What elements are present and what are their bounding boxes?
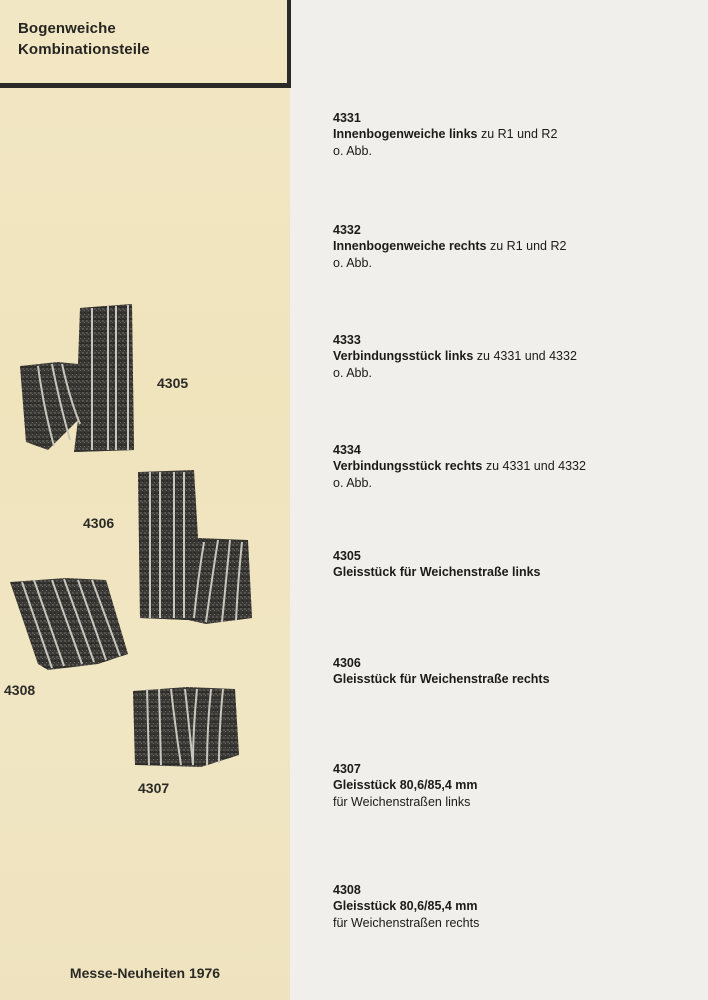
list-item (333, 761, 693, 811)
figure-label-4308: 4308 (4, 682, 36, 698)
entry-note: o. Abb. (333, 256, 372, 270)
figure-label-4306: 4306 (83, 515, 115, 531)
track-piece-4308-image (8, 576, 130, 671)
entry-number: 4332 (333, 223, 361, 237)
entry-note: o. Abb. (333, 366, 372, 380)
entry-number: 4306 (333, 656, 361, 670)
entry-description (333, 126, 693, 143)
entry-description (333, 564, 693, 581)
entry-description (333, 238, 693, 255)
page-title: Bogenweiche Kombinationsteile (18, 20, 150, 58)
entry-title: Gleisstück für Weichenstraße links (333, 565, 541, 579)
entry-description (333, 898, 693, 915)
entry-description (333, 671, 693, 688)
header-divider-vertical (287, 0, 291, 88)
entry-note: o. Abb. (333, 476, 372, 490)
entry-title: Gleisstück 80,6/85,4 mm (333, 899, 478, 913)
entry-number: 4334 (333, 443, 361, 457)
entry-number: 4307 (333, 762, 361, 776)
figure-label-4305: 4305 (157, 375, 189, 391)
entry-title: Gleisstück für Weichenstraße rechts (333, 672, 550, 686)
entry-title: Verbindungsstück rechts (333, 459, 483, 473)
entry-number: 4305 (333, 549, 361, 563)
entry-detail: zu R1 und R2 (486, 239, 567, 253)
track-piece-4306-image (136, 468, 256, 626)
entry-note: für Weichenstraßen rechts (333, 916, 480, 930)
entry-detail: zu 4331 und 4332 (473, 349, 577, 363)
header-box (18, 18, 278, 60)
figure-label-4307: 4307 (138, 780, 170, 796)
entry-detail: zu R1 und R2 (477, 127, 558, 141)
entry-number: 4331 (333, 111, 361, 125)
track-piece-4307-image (131, 685, 241, 770)
entry-detail: zu 4331 und 4332 (482, 459, 586, 473)
entry-title: Innenbogenweiche links (333, 127, 478, 141)
footer-label: Messe-Neuheiten 1976 (69, 965, 221, 981)
entry-description (333, 777, 693, 794)
list-item (333, 442, 693, 492)
entry-note: für Weichenstraßen links (333, 795, 471, 809)
entry-number: 4308 (333, 883, 361, 897)
entry-description (333, 348, 693, 365)
entry-note: o. Abb. (333, 144, 372, 158)
entry-description (333, 458, 693, 475)
entry-number: 4333 (333, 333, 361, 347)
list-item (333, 548, 693, 581)
track-piece-4305-image (18, 300, 138, 455)
header-divider-horizontal (0, 83, 291, 88)
entry-title: Gleisstück 80,6/85,4 mm (333, 778, 478, 792)
list-item (333, 655, 693, 688)
list-item (333, 332, 693, 382)
list-item (333, 110, 693, 160)
entry-title: Innenbogenweiche rechts (333, 239, 487, 253)
list-item (333, 882, 693, 932)
entry-title: Verbindungsstück links (333, 349, 474, 363)
list-item (333, 222, 693, 272)
